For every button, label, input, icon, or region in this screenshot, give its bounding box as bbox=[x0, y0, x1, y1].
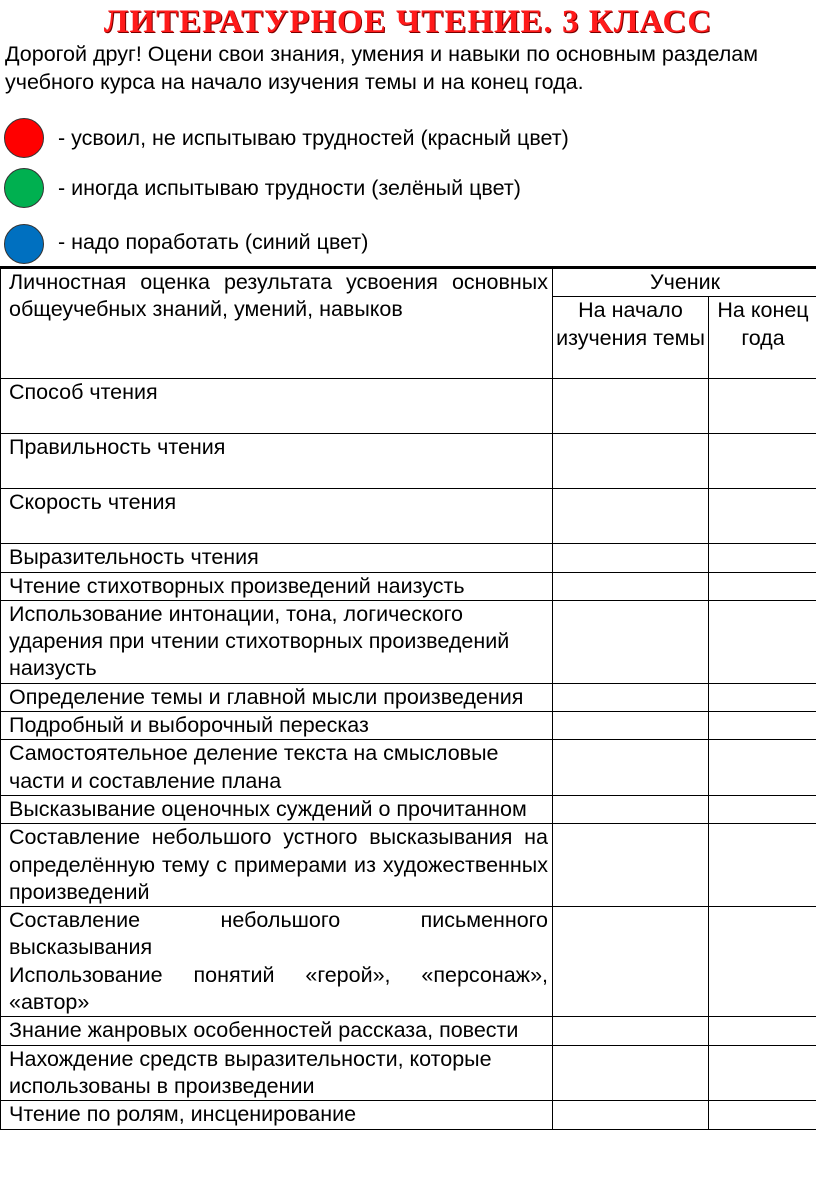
start-cell[interactable] bbox=[553, 600, 709, 683]
row-label: Использование понятий «герой», «персонаж», «автор» bbox=[9, 962, 548, 1015]
table-row bbox=[1, 712, 816, 740]
row-label: Самостоятельное деление текста на смысловые части и составление плана bbox=[1, 740, 553, 796]
legend-label-blue: - надо поработать (синий цвет) bbox=[58, 230, 369, 254]
table-row bbox=[1, 379, 816, 434]
row-label: Высказывание оценочных суждений о прочитанном bbox=[1, 795, 553, 823]
row-label: Использование интонации, тона, логического ударения при чтении стихотворных произведений наизусть bbox=[1, 600, 553, 683]
legend-label-red: - усвоил, не испытываю трудностей (красный цвет) bbox=[58, 126, 569, 150]
end-cell[interactable] bbox=[709, 1101, 816, 1129]
table-row bbox=[1, 1101, 816, 1129]
start-cell[interactable] bbox=[553, 795, 709, 823]
row-label-combined bbox=[1, 907, 553, 1017]
row-label: Составление небольшого письменного высказывания bbox=[9, 908, 548, 960]
end-cell[interactable] bbox=[709, 740, 816, 796]
header-skills: Личностная оценка результата усвоения основных общеучебных знаний, умений, навыков bbox=[1, 268, 553, 379]
end-cell[interactable] bbox=[709, 1017, 816, 1045]
start-cell[interactable] bbox=[553, 489, 709, 544]
end-cell[interactable] bbox=[709, 489, 816, 544]
table-row bbox=[1, 795, 816, 823]
start-cell[interactable] bbox=[553, 683, 709, 711]
end-cell[interactable] bbox=[709, 712, 816, 740]
start-cell[interactable] bbox=[553, 1045, 709, 1101]
page-title: ЛИТЕРАТУРНОЕ ЧТЕНИЕ. 3 КЛАСС bbox=[103, 4, 713, 40]
blue-circle-icon bbox=[4, 224, 44, 264]
end-cell[interactable] bbox=[709, 824, 816, 907]
end-cell[interactable] bbox=[709, 1045, 816, 1101]
header-student: Ученик bbox=[553, 268, 816, 297]
green-circle-icon bbox=[4, 168, 44, 208]
end-cell[interactable] bbox=[709, 795, 816, 823]
table-row bbox=[1, 600, 816, 683]
row-label: Способ чтения bbox=[1, 379, 553, 434]
row-label: Нахождение средств выразительности, которые использованы в произведении bbox=[1, 1045, 553, 1101]
self-assessment-table bbox=[0, 266, 816, 1130]
end-cell[interactable] bbox=[709, 683, 816, 711]
row-label: Скорость чтения bbox=[1, 489, 553, 544]
end-cell[interactable] bbox=[709, 379, 816, 434]
row-label: Составление небольшого устного высказывания на определённую тему с примерами из художественных произведений bbox=[1, 824, 553, 907]
table-row bbox=[1, 824, 816, 907]
start-cell[interactable] bbox=[553, 824, 709, 907]
table-row bbox=[1, 907, 816, 1017]
start-cell[interactable] bbox=[553, 572, 709, 600]
intro-text: Дорогой друг! Оцени свои знания, умения и навыки по основным разделам учебного курса на начало изучения темы и на конец года. bbox=[5, 42, 758, 94]
table-row bbox=[1, 544, 816, 572]
start-cell[interactable] bbox=[553, 1017, 709, 1045]
row-label: Чтение стихотворных произведений наизусть bbox=[1, 572, 553, 600]
red-circle-icon bbox=[4, 118, 44, 158]
row-label: Определение темы и главной мысли произведения bbox=[1, 683, 553, 711]
legend-item-blue bbox=[0, 222, 816, 266]
header-end-of-year: На конец года bbox=[709, 297, 816, 379]
table-row bbox=[1, 1017, 816, 1045]
table-row bbox=[1, 1045, 816, 1101]
start-cell[interactable] bbox=[553, 907, 709, 1017]
row-label: Выразительность чтения bbox=[1, 544, 553, 572]
table-row bbox=[1, 572, 816, 600]
end-cell[interactable] bbox=[709, 907, 816, 1017]
end-cell[interactable] bbox=[709, 572, 816, 600]
end-cell[interactable] bbox=[709, 434, 816, 489]
legend-label-green: - иногда испытываю трудности (зелёный цвет) bbox=[58, 176, 521, 200]
row-label: Подробный и выборочный пересказ bbox=[1, 712, 553, 740]
legend-item-green bbox=[0, 166, 816, 210]
start-cell[interactable] bbox=[553, 740, 709, 796]
end-cell[interactable] bbox=[709, 600, 816, 683]
start-cell[interactable] bbox=[553, 1101, 709, 1129]
legend-item-red bbox=[0, 116, 816, 160]
row-label: Правильность чтения bbox=[1, 434, 553, 489]
start-cell[interactable] bbox=[553, 379, 709, 434]
table-row bbox=[1, 489, 816, 544]
table-row bbox=[1, 740, 816, 796]
row-label: Чтение по ролям, инсценирование bbox=[1, 1101, 553, 1129]
table-row bbox=[1, 434, 816, 489]
start-cell[interactable] bbox=[553, 434, 709, 489]
start-cell[interactable] bbox=[553, 712, 709, 740]
table-row bbox=[1, 683, 816, 711]
row-label: Знание жанровых особенностей рассказа, повести bbox=[1, 1017, 553, 1045]
start-cell[interactable] bbox=[553, 544, 709, 572]
end-cell[interactable] bbox=[709, 544, 816, 572]
header-start-of-topic: На начало изучения темы bbox=[553, 297, 709, 379]
